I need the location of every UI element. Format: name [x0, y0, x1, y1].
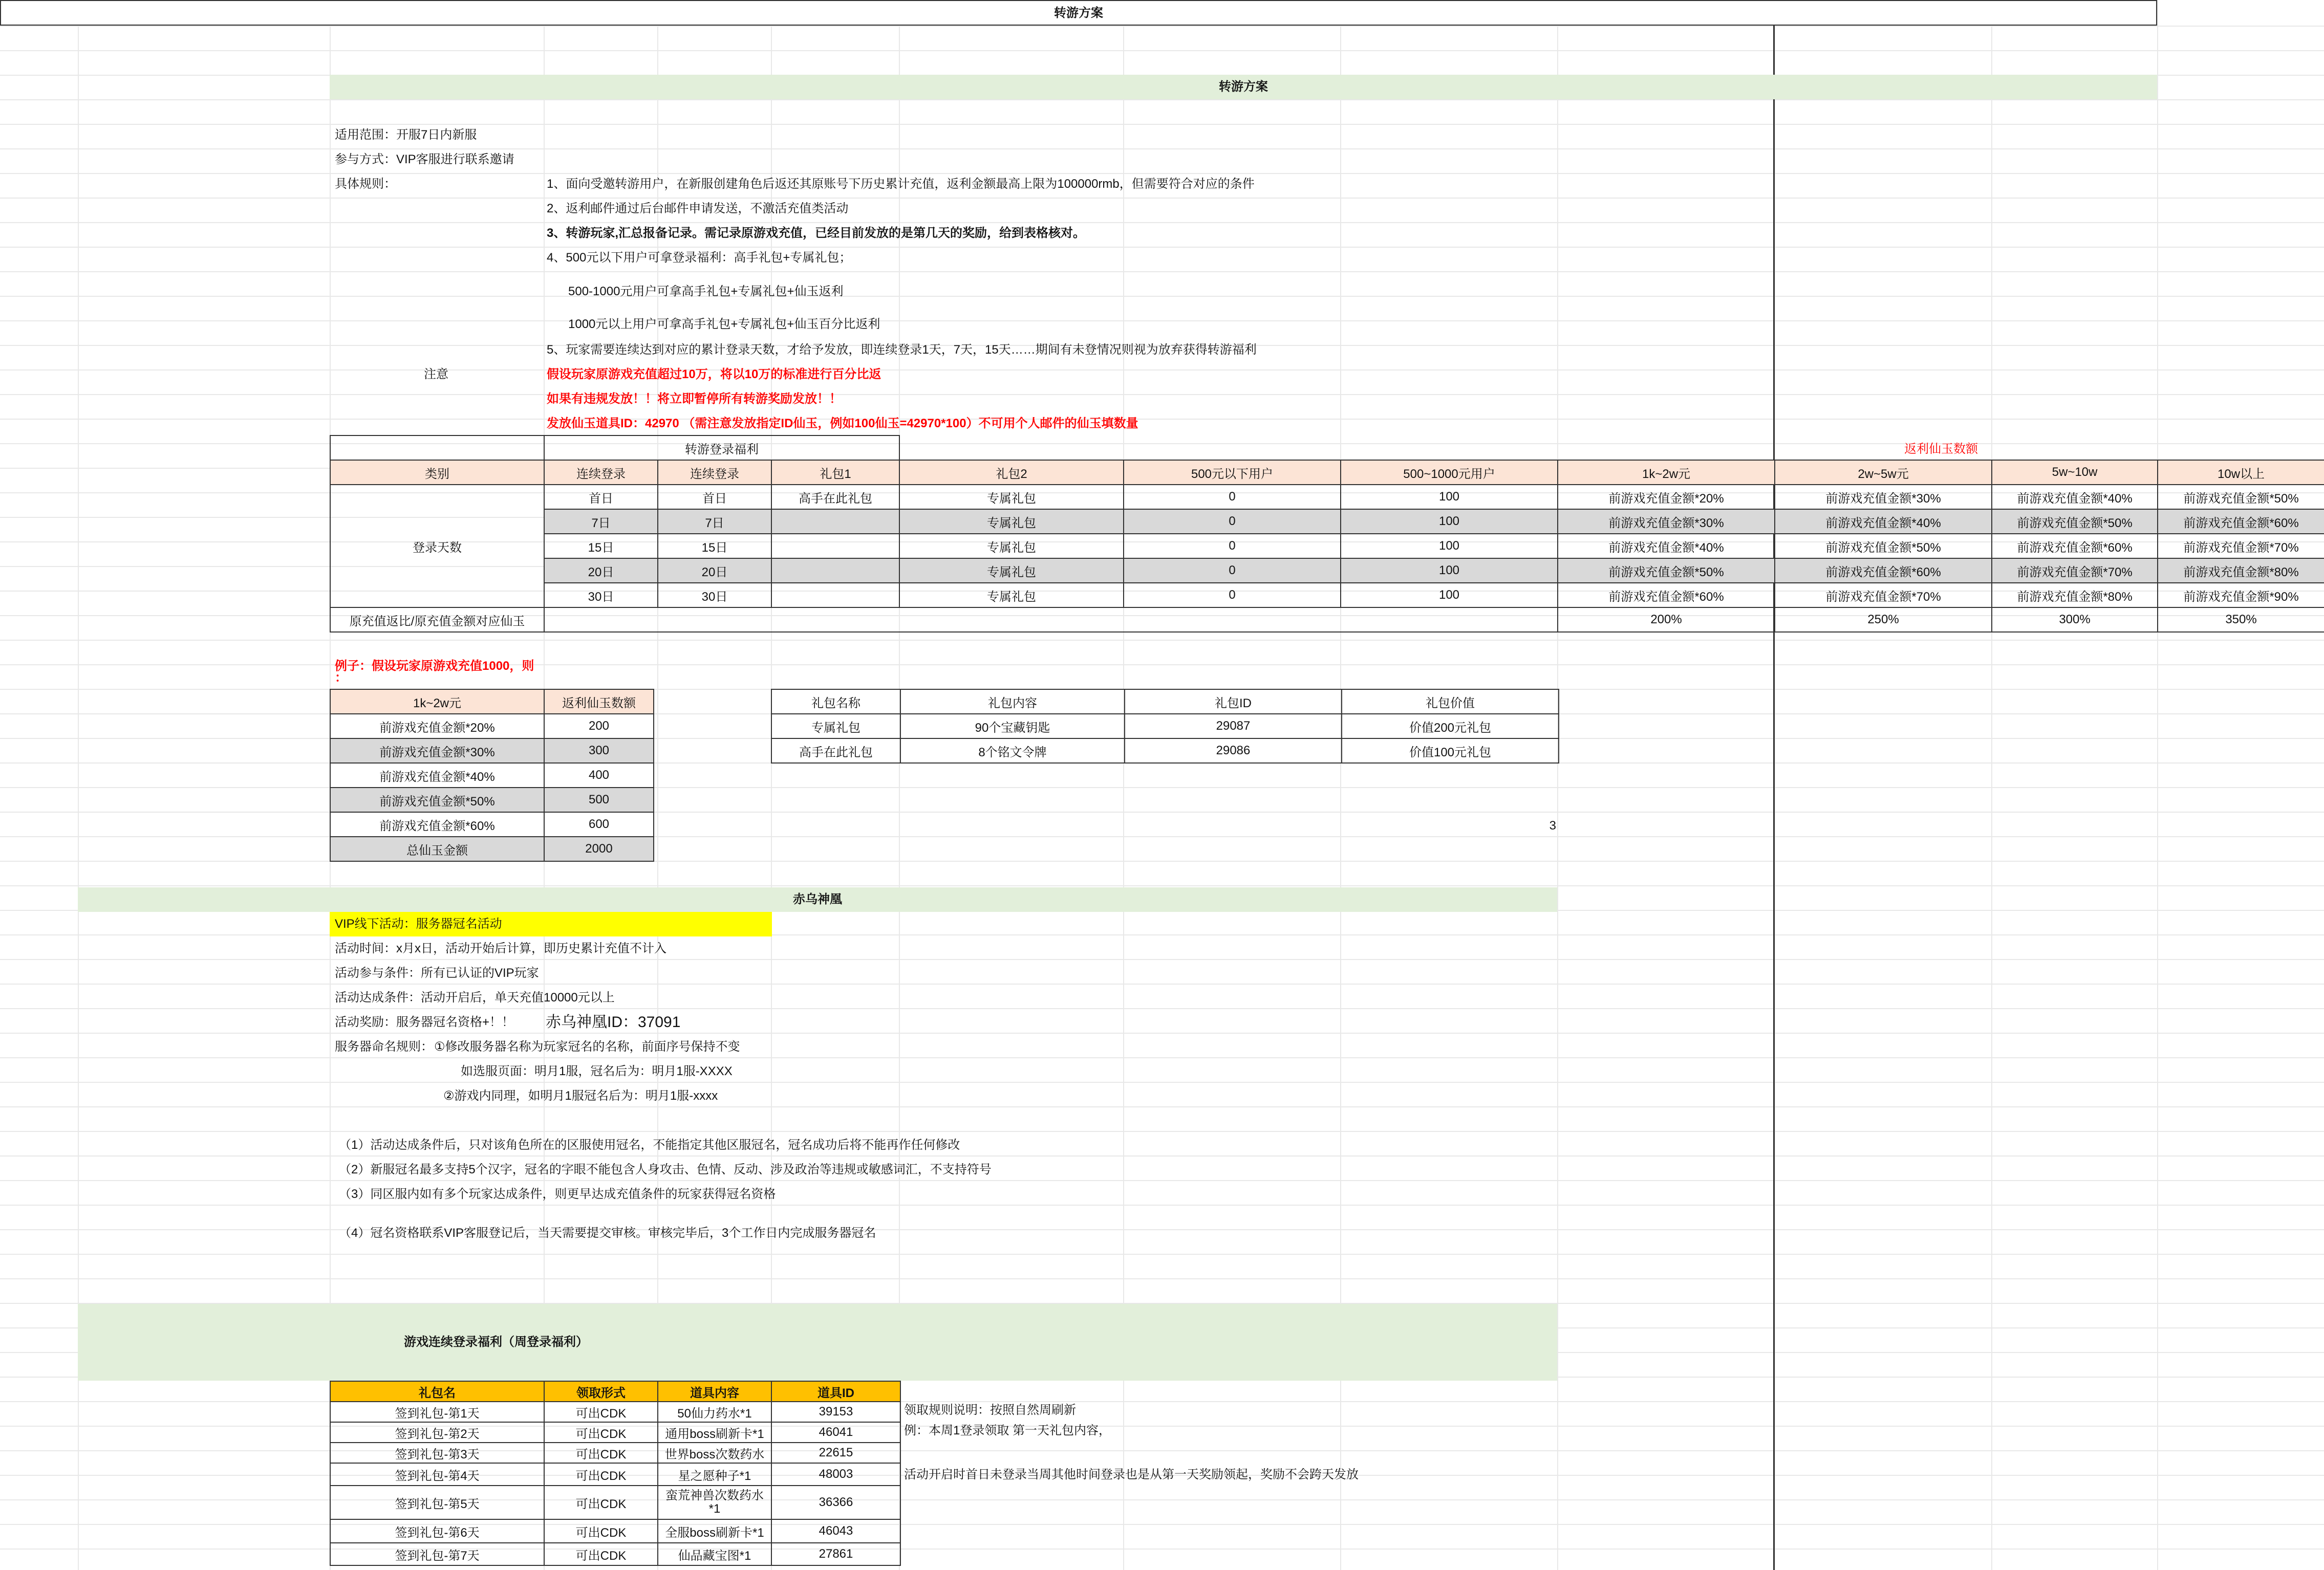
- table-cell: 世界boss次数药水: [658, 1443, 771, 1463]
- table-cell: 20日: [544, 558, 658, 583]
- header-gift-1: 礼包1: [771, 460, 899, 485]
- group-login-rewards: 转游登录福利: [544, 435, 899, 460]
- gift-header-value: 礼包价值: [1342, 689, 1559, 714]
- table-cell: 200: [544, 714, 654, 738]
- table-cell: 前游戏充值金额*50%: [2158, 485, 2324, 509]
- table-cell: 高手在此礼包: [771, 738, 900, 763]
- table-cell: 400: [544, 763, 654, 788]
- rule-3: 3、转游玩家,汇总报备记录。需记录原游戏充值，已经目前发放的是第几天的奖励，给到表格核对。: [547, 226, 1086, 240]
- table-cell: 0: [1124, 558, 1341, 583]
- gridline-horizontal: [0, 26, 2324, 27]
- table-cell: 前游戏充值金额*90%: [2158, 583, 2324, 607]
- table-cell: 29087: [1125, 714, 1342, 738]
- table-cell: 通用boss刷新卡*1: [658, 1422, 771, 1443]
- table-cell: 50仙力药水*1: [658, 1402, 771, 1422]
- weekly-header-item: 道具内容: [658, 1381, 771, 1402]
- gridline-horizontal: [0, 247, 2324, 248]
- table-cell: 0: [1124, 509, 1341, 534]
- example-title-cont: ：: [335, 671, 347, 685]
- freeze-pane-divider: [1773, 26, 1775, 1570]
- login-reward-table: [330, 435, 2324, 633]
- table-cell: 签到礼包-第2天: [330, 1422, 544, 1443]
- table-cell: 专属礼包: [899, 534, 1124, 558]
- table-cell: 前游戏充值金额*60%: [1992, 534, 2158, 558]
- gridline-horizontal: [0, 394, 2324, 395]
- naming-rule-2: ②游戏内同理，如明月1服冠名后为：明月1服-xxxx: [443, 1089, 718, 1103]
- rule-4a: 500-1000元用户可拿高手礼包+专属礼包+仙玉返利: [568, 285, 844, 298]
- section2-title: 赤乌神凰: [793, 892, 842, 906]
- table-cell: 500: [544, 788, 654, 812]
- table-cell: 前游戏充值金额*50%: [1558, 558, 1775, 583]
- table-cell: 前游戏充值金额*70%: [2158, 534, 2324, 558]
- table-cell: 首日: [544, 485, 658, 509]
- group-rebate: 返利仙玉数额: [1904, 442, 1978, 456]
- example-total-label: 总仙玉金额: [330, 837, 544, 861]
- table-cell: 300: [544, 738, 654, 763]
- table-cell: [771, 509, 899, 534]
- ratio-value: 200%: [1558, 607, 1775, 632]
- table-cell: 可出CDK: [544, 1463, 658, 1486]
- gridline-horizontal: [0, 1254, 2324, 1255]
- note-3: 发放仙玉道具ID：42970 （需注意发放指定ID仙玉，例如100仙玉=42970*100）不可用个人邮件的仙玉填数量: [547, 417, 1138, 430]
- table-cell: 前游戏充值金额*50%: [1775, 534, 1992, 558]
- table-cell: 前游戏充值金额*60%: [1558, 583, 1775, 607]
- header-5w-10w: 5w~10w: [1992, 460, 2158, 485]
- gridline-horizontal: [0, 1106, 2324, 1107]
- rule-5: 5、玩家需要连续达到对应的累计登录天数，才给予发放，即连续登录1天，7天，15天……期间有未登情况则视为放弃获得转游福利: [547, 343, 1257, 357]
- naming-rule-1: ①修改服务器名称为玩家冠名的名称，前面序号保持不变: [434, 1040, 740, 1054]
- table-cell: 46041: [771, 1422, 900, 1443]
- table-cell: 0: [1124, 534, 1341, 558]
- table-cell: 前游戏充值金额*40%: [1775, 509, 1992, 534]
- table-cell: 20日: [658, 558, 771, 583]
- table-cell: 前游戏充值金额*70%: [1775, 583, 1992, 607]
- table-cell: 0: [1124, 583, 1341, 607]
- condition-1: （1）活动达成条件后，只对该角色所在的区服使用冠名，不能指定其他区服冠名，冠名成功后将不能再作任何修改: [339, 1138, 960, 1152]
- table-cell: 前游戏充值金额*40%: [1992, 485, 2158, 509]
- table-cell: [771, 558, 899, 583]
- activity-eligibility: 活动参与条件：所有已认证的VIP玩家: [335, 966, 539, 980]
- table-cell: 46043: [771, 1519, 900, 1543]
- gridline-horizontal: [0, 222, 2324, 223]
- table-cell: 签到礼包-第5天: [330, 1486, 544, 1519]
- header-2w-5w: 2w~5w元: [1775, 460, 1992, 485]
- table-cell: 前游戏充值金额*60%: [330, 812, 544, 837]
- gridline-horizontal: [0, 640, 2324, 641]
- table-cell: 前游戏充值金额*80%: [1992, 583, 2158, 607]
- table-cell: 签到礼包-第7天: [330, 1543, 544, 1565]
- note-label: 注意: [424, 367, 448, 381]
- gridline-horizontal: [0, 885, 2324, 886]
- table-cell: 48003: [771, 1463, 900, 1486]
- table-cell: 专属礼包: [771, 714, 900, 738]
- example-table: [330, 689, 654, 862]
- table-cell: 7日: [544, 509, 658, 534]
- table-cell: 前游戏充值金额*30%: [330, 738, 544, 763]
- section3-title: 游戏连续登录福利（周登录福利）: [404, 1335, 588, 1349]
- table-cell: 首日: [658, 485, 771, 509]
- table-cell: 可出CDK: [544, 1519, 658, 1543]
- gift-header-content: 礼包内容: [900, 689, 1125, 714]
- table-cell: 价值200元礼包: [1342, 714, 1559, 738]
- note-1: 假设玩家原游戏充值超过10万，将以10万的标准进行百分比返: [547, 367, 881, 381]
- rule-1: 1、面向受邀转游用户，在新服创建角色后返还其原账号下历史累计充值，返利金额最高上限为100000rmb，但需要符合对应的条件: [547, 177, 1255, 191]
- gridline-horizontal: [0, 271, 2324, 272]
- gridline-horizontal: [0, 1131, 2324, 1132]
- activity-time: 活动时间：x月x日，活动开始后计算，即历史累计充值不计入: [335, 942, 666, 955]
- example-title: 例子：假设玩家原游戏充值1000，则: [335, 659, 534, 673]
- table-cell: 600: [544, 812, 654, 837]
- stray-number: 3: [1549, 819, 1556, 833]
- method-text: 参与方式：VIP客服进行联系邀请: [335, 152, 514, 166]
- header-10w-plus: 10w以上: [2158, 460, 2324, 485]
- table-cell: 30日: [544, 583, 658, 607]
- table-cell: 前游戏充值金额*60%: [2158, 509, 2324, 534]
- table-cell: 前游戏充值金额*40%: [1558, 534, 1775, 558]
- ratio-value: 350%: [2158, 607, 2324, 632]
- gridline-horizontal: [0, 50, 2324, 51]
- gift-table: [771, 689, 1559, 764]
- vip-activity-title: VIP线下活动：服务器冠名活动: [335, 917, 502, 931]
- gridline-horizontal: [0, 419, 2324, 420]
- weekly-header-name: 礼包名: [330, 1381, 544, 1402]
- ratio-value: 250%: [1775, 607, 1992, 632]
- weekly-note-3: 活动开启时首日未登录当周其他时间登录也是从第一天奖励领起，奖励不会跨天发放: [904, 1468, 1359, 1481]
- gridline-vertical: [1557, 0, 1558, 1570]
- header-consecutive-2: 连续登录: [658, 460, 771, 485]
- example-header-range: 1k~2w元: [330, 689, 544, 714]
- table-cell: 签到礼包-第4天: [330, 1463, 544, 1486]
- table-cell: 前游戏充值金额*20%: [1558, 485, 1775, 509]
- table-cell: 前游戏充值金额*20%: [330, 714, 544, 738]
- gift-header-name: 礼包名称: [771, 689, 900, 714]
- condition-2: （2）新服冠名最多支持5个汉字，冠名的字眼不能包含人身攻击、色情、反动、涉及政治等违规或敏感词汇，不支持符号: [339, 1163, 992, 1176]
- table-cell: 90个宝藏钥匙: [900, 714, 1125, 738]
- table-cell: 前游戏充值金额*70%: [1992, 558, 2158, 583]
- scope-text: 适用范围：开服7日内新服: [335, 128, 477, 142]
- table-cell: 全服boss刷新卡*1: [658, 1519, 771, 1543]
- table-cell: 可出CDK: [544, 1543, 658, 1565]
- table-cell: 100: [1341, 485, 1558, 509]
- table-cell: 星之愿种子*1: [658, 1463, 771, 1486]
- activity-reward: 活动奖励：服务器冠名资格+！！: [335, 1015, 514, 1029]
- header-gift-2: 礼包2: [899, 460, 1124, 485]
- table-cell: 签到礼包-第3天: [330, 1443, 544, 1463]
- table-cell: 可出CDK: [544, 1486, 658, 1519]
- activity-id: 赤乌神凰ID：37091: [546, 1014, 681, 1031]
- table-cell: 39153: [771, 1402, 900, 1422]
- weekly-header-form: 领取形式: [544, 1381, 658, 1402]
- table-cell: 专属礼包: [899, 485, 1124, 509]
- weekly-header-id: 道具ID: [771, 1381, 900, 1402]
- table-cell: 专属礼包: [899, 558, 1124, 583]
- table-cell: 100: [1341, 534, 1558, 558]
- ratio-blank: [544, 607, 1558, 632]
- gridline-horizontal: [0, 1278, 2324, 1279]
- table-cell: 前游戏充值金额*60%: [1775, 558, 1992, 583]
- rule-4: 4、500元以下用户可拿登录福利：高手礼包+专属礼包；: [547, 251, 852, 265]
- group-spacer: [899, 435, 1558, 460]
- header-consecutive-1: 连续登录: [544, 460, 658, 485]
- table-cell: 专属礼包: [899, 583, 1124, 607]
- weekly-login-table: [330, 1381, 901, 1566]
- table-cell: 蛮荒神兽次数药水*1: [658, 1486, 771, 1519]
- gridline-horizontal: [0, 198, 2324, 199]
- table-cell: 高手在此礼包: [771, 485, 899, 509]
- table-cell: 100: [1341, 558, 1558, 583]
- gridline-horizontal: [0, 1082, 2324, 1083]
- section1-title: 转游方案: [1219, 80, 1268, 94]
- table-cell: 可出CDK: [544, 1402, 658, 1422]
- row-label-login-days: 登录天数: [330, 485, 544, 607]
- gridline-horizontal: [0, 320, 2324, 321]
- weekly-note-1: 领取规则说明：按照自然周刷新: [904, 1403, 1076, 1417]
- table-cell: 15日: [544, 534, 658, 558]
- gridline-horizontal: [0, 296, 2324, 297]
- header-500-1000: 500~1000元用户: [1341, 460, 1558, 485]
- table-cell: 签到礼包-第1天: [330, 1402, 544, 1422]
- table-cell: [771, 534, 899, 558]
- header-under-500: 500元以下用户: [1124, 460, 1341, 485]
- example-total-value: 2000: [544, 837, 654, 861]
- table-cell: 前游戏充值金额*30%: [1558, 509, 1775, 534]
- table-cell: 30日: [658, 583, 771, 607]
- group-blank: [330, 435, 544, 460]
- gridline-vertical: [2157, 0, 2158, 1570]
- table-cell: 22615: [771, 1443, 900, 1463]
- table-cell: 29086: [1125, 738, 1342, 763]
- table-cell: [771, 583, 899, 607]
- header-1k-2w: 1k~2w元: [1558, 460, 1775, 485]
- table-cell: 8个铭文令牌: [900, 738, 1125, 763]
- table-cell: 27861: [771, 1543, 900, 1565]
- naming-label: 服务器命名规则：: [335, 1040, 433, 1054]
- ratio-value: 300%: [1992, 607, 2158, 632]
- naming-example: 如选服页面：明月1服，冠名后为：明月1服-XXXX: [461, 1064, 733, 1078]
- gridline-horizontal: [0, 99, 2324, 100]
- top-title-bar: [0, 0, 2157, 26]
- table-cell: 15日: [658, 534, 771, 558]
- activity-condition: 活动达成条件：活动开启后，单天充值10000元以上: [335, 991, 615, 1005]
- weekly-note-2: 例：本周1登录领取 第一天礼包内容，: [904, 1424, 1111, 1437]
- header-category: 类别: [330, 460, 544, 485]
- table-cell: 前游戏充值金额*50%: [330, 788, 544, 812]
- table-cell: 100: [1341, 583, 1558, 607]
- table-cell: 仙品藏宝图*1: [658, 1543, 771, 1565]
- top-title: 转游方案: [1054, 6, 1103, 20]
- rules-label: 具体规则：: [335, 177, 396, 191]
- note-2: 如果有违规发放！！将立即暂停所有转游奖励发放！！: [547, 392, 842, 406]
- table-cell: 前游戏充值金额*80%: [2158, 558, 2324, 583]
- table-cell: 可出CDK: [544, 1443, 658, 1463]
- condition-3: （3）同区服内如有多个玩家达成条件，则更早达成充值条件的玩家获得冠名资格: [339, 1187, 776, 1201]
- table-cell: 价值100元礼包: [1342, 738, 1559, 763]
- rule-2: 2、返利邮件通过后台邮件申请发送，不激活充值类活动: [547, 202, 849, 215]
- table-cell: 前游戏充值金额*30%: [1775, 485, 1992, 509]
- condition-4: （4）冠名资格联系VIP客服登记后，当天需要提交审核。审核完毕后，3个工作日内完成服务器冠名: [339, 1226, 876, 1240]
- gridline-vertical: [1991, 0, 1992, 1570]
- table-cell: 100: [1341, 509, 1558, 534]
- table-cell: 前游戏充值金额*50%: [1992, 509, 2158, 534]
- gridline-horizontal: [0, 369, 2324, 370]
- example-header-amount: 返利仙玉数额: [544, 689, 654, 714]
- rule-4b: 1000元以上用户可拿高手礼包+专属礼包+仙玉百分比返利: [568, 317, 880, 331]
- table-cell: 36366: [771, 1486, 900, 1519]
- table-cell: 0: [1124, 485, 1341, 509]
- gift-header-id: 礼包ID: [1125, 689, 1342, 714]
- table-cell: 前游戏充值金额*40%: [330, 763, 544, 788]
- table-cell: 可出CDK: [544, 1422, 658, 1443]
- table-cell: 7日: [658, 509, 771, 534]
- ratio-label: 原充值返比/原充值金额对应仙玉: [330, 607, 544, 632]
- table-cell: 签到礼包-第6天: [330, 1519, 544, 1543]
- table-cell: 专属礼包: [899, 509, 1124, 534]
